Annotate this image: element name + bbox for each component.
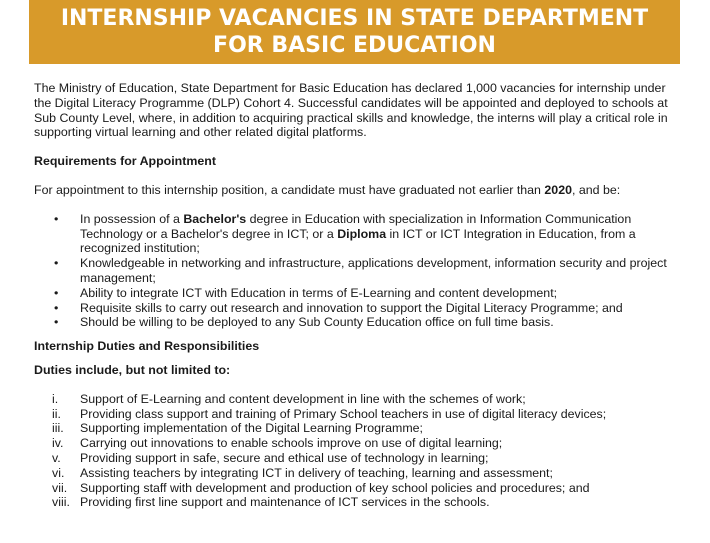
- req-text: Requisite skills to carry out research and innovation to support the Digital Literacy Programme; and: [80, 300, 623, 315]
- intro-paragraph: The Ministry of Education, State Department for Basic Education has declared 1,000 vacancies for internship under the Digital Literacy Programme (DLP) Cohort 4. Successful candidates will be appointed and deployed to schools at Sub County Level, where, in addition to acquiring practical skills and knowledge, the interns will play a critical role in supporting virtual learning and other related digital platforms.: [34, 81, 668, 140]
- list-item: [34, 466, 682, 481]
- list-item: [34, 407, 682, 422]
- title-line-2: FOR BASIC EDUCATION: [213, 33, 496, 58]
- req-bold-diploma: Diploma: [337, 226, 387, 241]
- duty-text: Supporting implementation of the Digital Learning Programme;: [80, 421, 423, 436]
- list-item: [34, 436, 682, 451]
- duty-text: Supporting staff with development and production of key school policies and procedures; and: [80, 480, 590, 495]
- list-item: [34, 451, 682, 466]
- list-item: [34, 421, 682, 436]
- req-text: In possession of a: [80, 211, 184, 226]
- duty-text: Carrying out innovations to enable schools improve on use of digital learning;: [80, 436, 503, 451]
- list-item: [34, 286, 682, 301]
- req-text: degree in Education with specialization in Information Communication Technology or a Bachelor's degree in ICT; or a: [80, 211, 632, 241]
- duty-number: vi.: [52, 465, 65, 480]
- list-item: [34, 212, 682, 256]
- title-banner: [29, 0, 680, 64]
- req-text: Should be willing to be deployed to any Sub County Education office on full time basis.: [80, 315, 554, 330]
- req-bold-bachelors: Bachelor's: [183, 211, 247, 226]
- bullet-marker: •: [54, 300, 59, 315]
- duty-number: i.: [52, 391, 59, 406]
- list-item: [34, 495, 682, 510]
- list-item: [34, 301, 682, 316]
- duty-text: Assisting teachers by integrating ICT in delivery of teaching, learning and assessment;: [80, 465, 553, 480]
- bullet-marker: •: [54, 285, 59, 300]
- list-item: [34, 481, 682, 496]
- requirements-lead: [34, 183, 682, 198]
- duty-number: vii.: [52, 480, 68, 495]
- req-text: Ability to integrate ICT with Education in terms of E-Learning and content development;: [80, 285, 558, 300]
- list-item: [34, 392, 682, 407]
- list-item: [34, 256, 682, 286]
- graduation-year: 2020: [544, 182, 572, 197]
- bullet-marker: •: [54, 256, 59, 271]
- notice-body: [34, 81, 682, 510]
- duty-text: Providing class support and training of Primary School teachers in use of digital literacy devices;: [80, 406, 607, 421]
- title-line-1: INTERNSHIP VACANCIES IN STATE DEPARTMENT: [60, 6, 649, 31]
- duties-subheading: Duties include, but not limited to:: [34, 362, 231, 377]
- bullet-marker: •: [54, 211, 59, 226]
- requirements-heading: Requirements for Appointment: [34, 154, 216, 169]
- duty-text: Support of E-Learning and content development in line with the schemes of work;: [80, 391, 526, 406]
- duty-number: iii.: [52, 421, 64, 436]
- requirements-lead-text: For appointment to this internship position, a candidate must have graduated not earlier than: [34, 182, 545, 197]
- requirements-lead-end: , and be:: [571, 182, 621, 197]
- duty-text: Providing support in safe, secure and ethical use of technology in learning;: [80, 450, 489, 465]
- duties-heading: Internship Duties and Responsibilities: [34, 339, 260, 354]
- duty-number: iv.: [52, 436, 64, 451]
- duty-text: Providing first line support and maintenance of ICT services in the schools.: [80, 495, 490, 510]
- bullet-marker: •: [54, 315, 59, 330]
- requirements-list: [34, 212, 682, 330]
- req-text: in ICT or ICT Integration in Education, from a recognized institution;: [80, 226, 636, 256]
- list-item: [34, 315, 682, 330]
- duty-number: viii.: [52, 495, 70, 510]
- duty-number: v.: [52, 450, 61, 465]
- duty-number: ii.: [52, 406, 61, 421]
- req-text: Knowledgeable in networking and infrastructure, applications development, information security and project management;: [80, 256, 667, 285]
- duties-list: [34, 392, 682, 510]
